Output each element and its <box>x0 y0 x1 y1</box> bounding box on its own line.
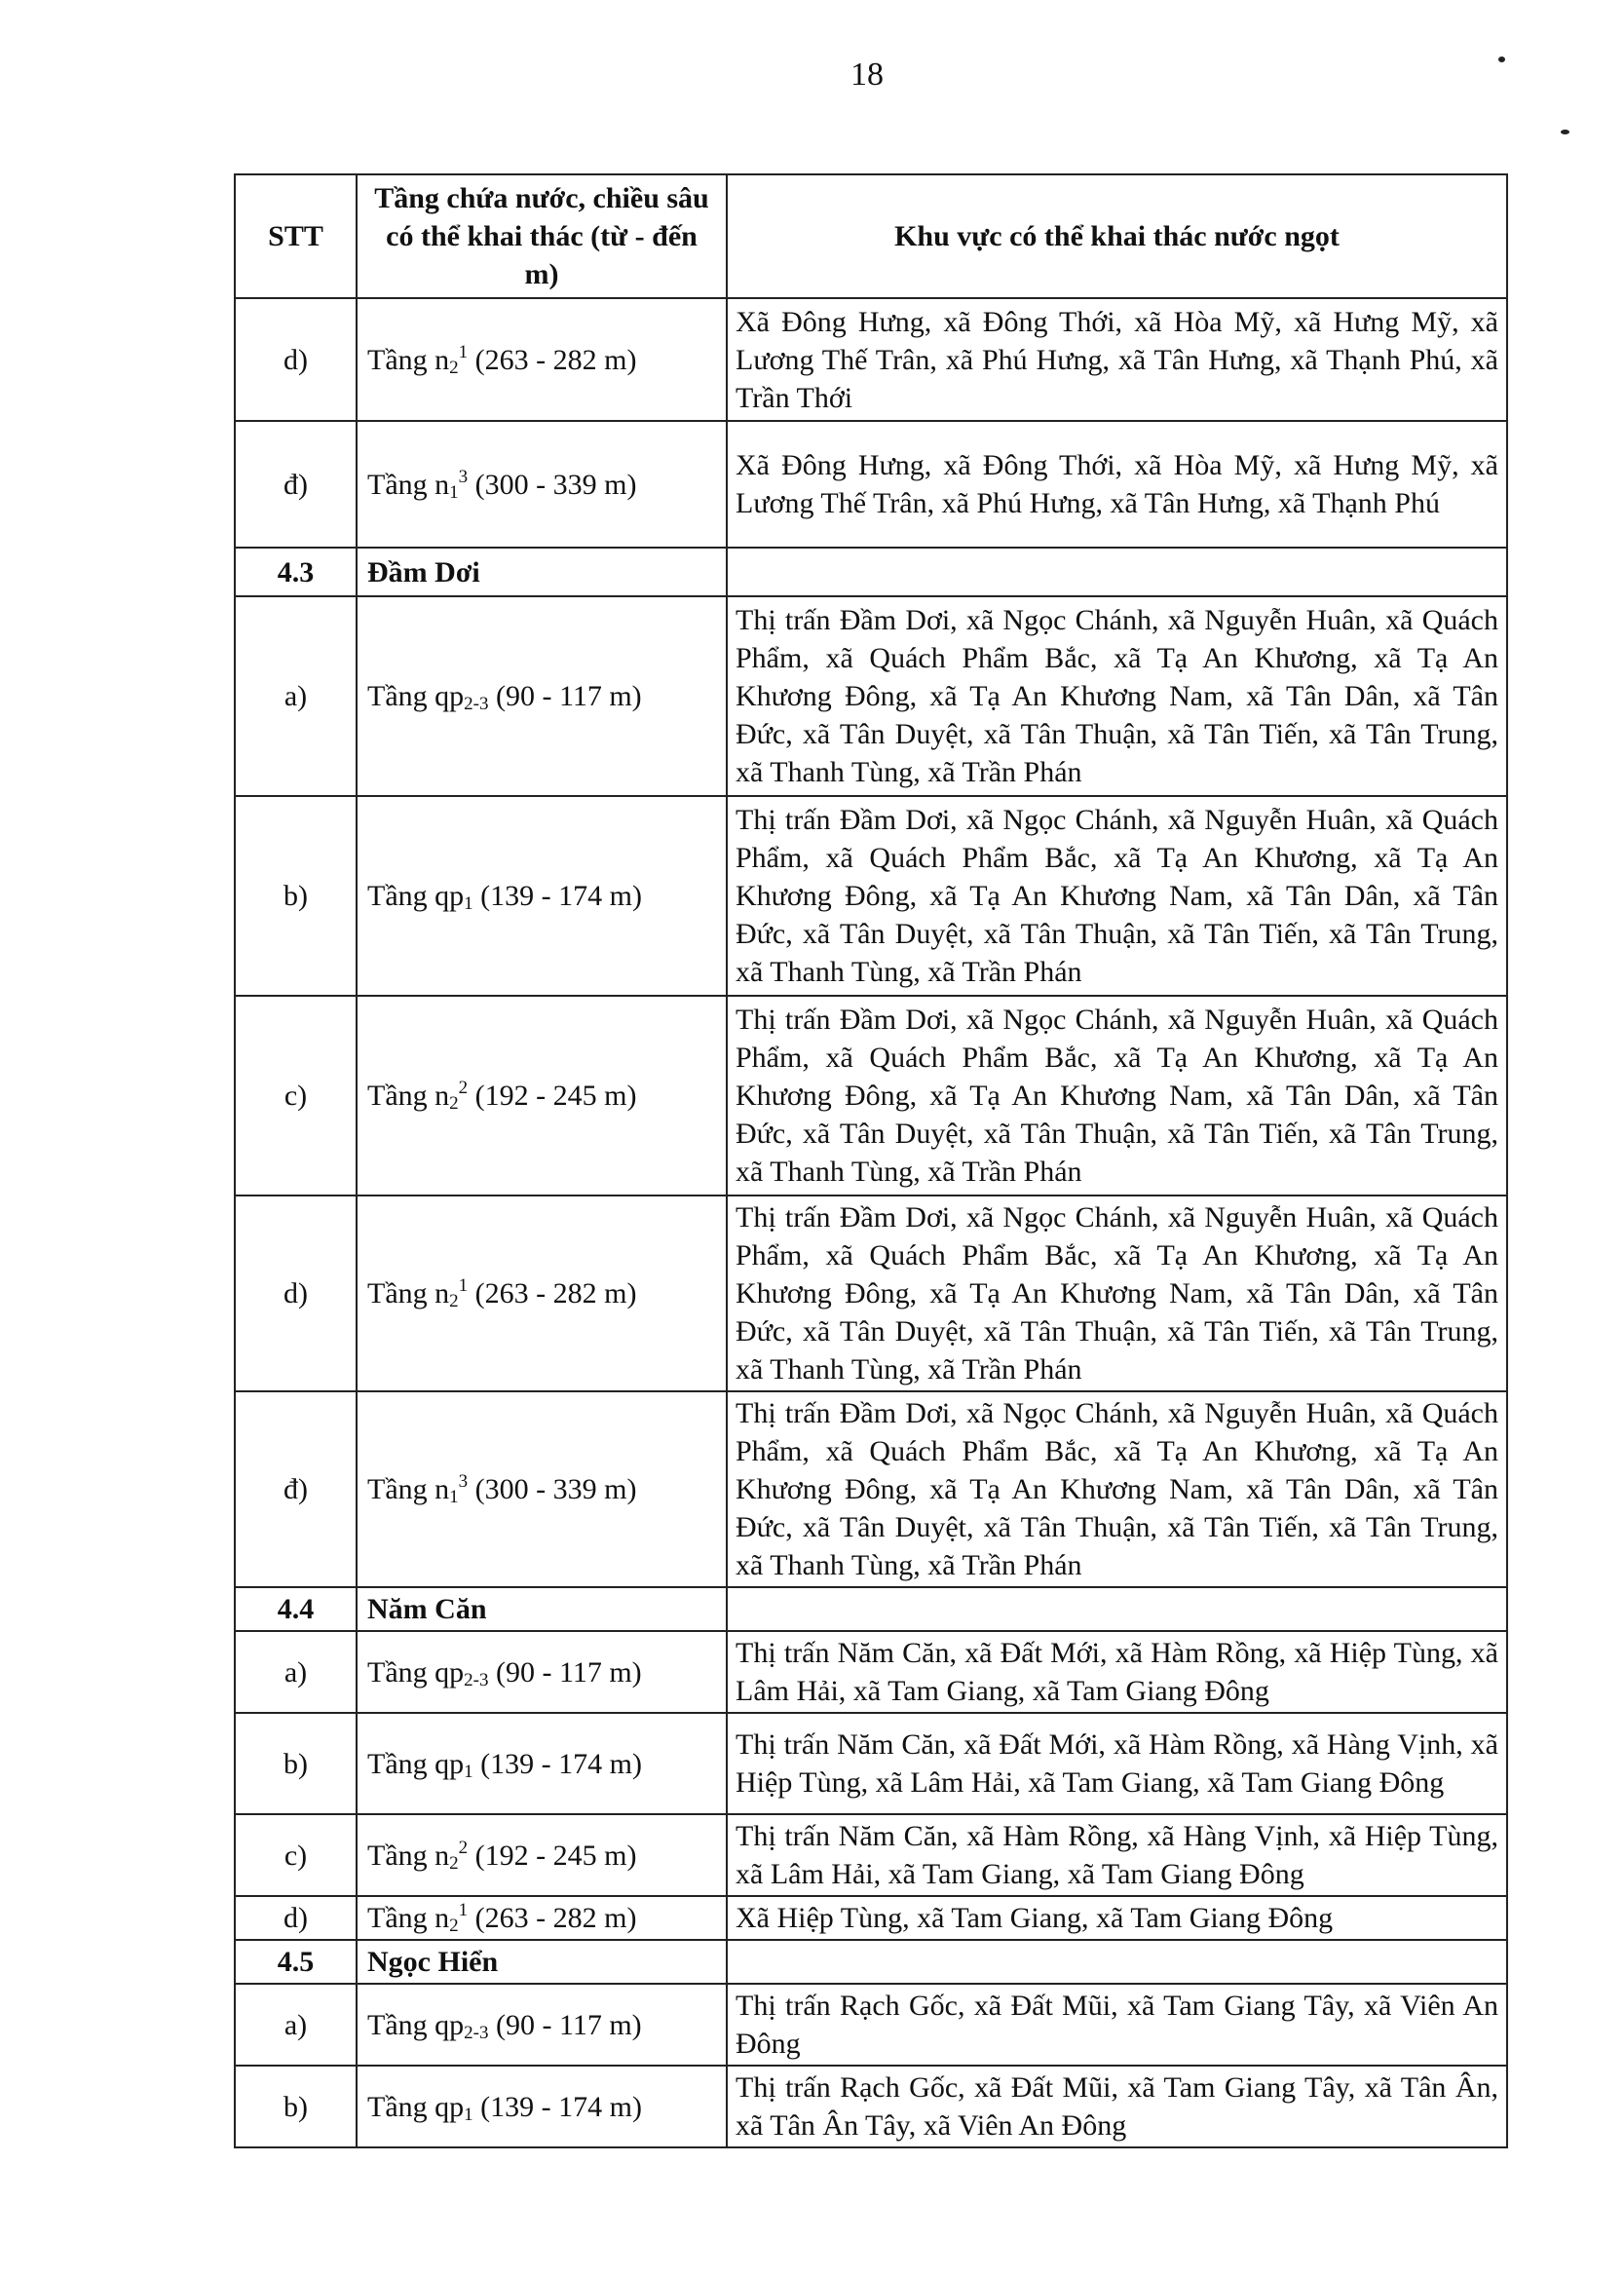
section-row <box>235 548 1507 596</box>
layer-subscript: 2 <box>449 1852 459 1874</box>
layer-depth-range: (139 - 174 m) <box>472 2090 642 2123</box>
table-header-row <box>235 174 1507 298</box>
layer-depth-range: (90 - 117 m) <box>488 1655 642 1689</box>
row-stt: c) <box>235 1814 357 1896</box>
layer-depth-range: (90 - 117 m) <box>488 680 642 712</box>
layer-name: Tầng qp <box>367 1747 465 1780</box>
extraction-area: Thị trấn Rạch Gốc, xã Đất Mũi, xã Tam Giang Tây, xã Viên An Đông <box>727 1984 1507 2066</box>
layer-name: Tầng n <box>367 1473 450 1505</box>
table-row <box>235 996 1507 1195</box>
layer-name: Tầng n <box>367 1080 450 1112</box>
layer-depth-range: (263 - 282 m) <box>468 1902 637 1934</box>
aquifer-layer <box>357 2066 727 2147</box>
table-row <box>235 421 1507 548</box>
extraction-area: Thị trấn Đầm Dơi, xã Ngọc Chánh, xã Nguyễn Huân, xã Quách Phẩm, xã Quách Phẩm Bắc, xã Tạ An Khương, xã Tạ An Khương Đông, xã Tạ An Khương Nam, xã Tân Dân, xã Tân Đức, xã Tân Duyệt, xã Tân Thuận, xã Tân Tiến, xã Tân Trung, xã Thanh Tùng, xã Trần Phán <box>727 1195 1507 1391</box>
table-row <box>235 1195 1507 1391</box>
extraction-area: Thị trấn Đầm Dơi, xã Ngọc Chánh, xã Nguyễn Huân, xã Quách Phẩm, xã Quách Phẩm Bắc, xã Tạ An Khương, xã Tạ An Khương Đông, xã Tạ An Khương Nam, xã Tân Dân, xã Tân Đức, xã Tân Duyệt, xã Tân Thuận, xã Tân Tiến, xã Tân Trung, xã Thanh Tùng, xã Trần Phán <box>727 796 1507 996</box>
aquifer-layer <box>357 596 727 796</box>
layer-depth-range: (90 - 117 m) <box>488 2008 642 2041</box>
layer-name: Tầng qp <box>367 1655 465 1689</box>
table-row <box>235 298 1507 421</box>
aquifer-layer <box>357 1391 727 1587</box>
layer-depth-range: (300 - 339 m) <box>468 468 637 501</box>
table-row <box>235 1814 1507 1896</box>
layer-subscript: 1 <box>449 481 459 503</box>
section-empty-cell <box>727 1940 1507 1984</box>
aquifer-layer <box>357 298 727 421</box>
table-row <box>235 796 1507 996</box>
layer-subscript: 2 <box>449 357 459 378</box>
section-row <box>235 1587 1507 1631</box>
layer-subscript: 2-3 <box>464 1669 489 1690</box>
aquifer-layer <box>357 1896 727 1940</box>
layer-name: Tầng n <box>367 1902 450 1934</box>
layer-superscript: 1 <box>458 341 469 362</box>
layer-depth-range: (263 - 282 m) <box>468 1277 637 1309</box>
row-stt: d) <box>235 298 357 421</box>
scan-speck <box>1561 130 1569 134</box>
row-stt: c) <box>235 996 357 1195</box>
layer-name: Tầng n <box>367 1277 450 1309</box>
row-stt: d) <box>235 1195 357 1391</box>
aquifer-layer <box>357 996 727 1195</box>
extraction-area: Thị trấn Đầm Dơi, xã Ngọc Chánh, xã Nguyễn Huân, xã Quách Phẩm, xã Quách Phẩm Bắc, xã Tạ An Khương, xã Tạ An Khương Đông, xã Tạ An Khương Nam, xã Tân Dân, xã Tân Đức, xã Tân Duyệt, xã Tân Thuận, xã Tân Tiến, xã Tân Trung, xã Thanh Tùng, xã Trần Phán <box>727 1391 1507 1587</box>
extraction-area: Thị trấn Đầm Dơi, xã Ngọc Chánh, xã Nguyễn Huân, xã Quách Phẩm, xã Quách Phẩm Bắc, xã Tạ An Khương, xã Tạ An Khương Đông, xã Tạ An Khương Nam, xã Tân Dân, xã Tân Đức, xã Tân Duyệt, xã Tân Thuận, xã Tân Tiến, xã Tân Trung, xã Thanh Tùng, xã Trần Phán <box>727 596 1507 796</box>
aquifer-layer <box>357 1984 727 2066</box>
extraction-area: Xã Đông Hưng, xã Đông Thới, xã Hòa Mỹ, xã Hưng Mỹ, xã Lương Thế Trân, xã Phú Hưng, xã Tân Hưng, xã Thạnh Phú <box>727 421 1507 548</box>
table-row <box>235 1391 1507 1587</box>
row-stt: a) <box>235 596 357 796</box>
extraction-area: Thị trấn Đầm Dơi, xã Ngọc Chánh, xã Nguyễn Huân, xã Quách Phẩm, xã Quách Phẩm Bắc, xã Tạ An Khương, xã Tạ An Khương Đông, xã Tạ An Khương Nam, xã Tân Dân, xã Tân Đức, xã Tân Duyệt, xã Tân Thuận, xã Tân Tiến, xã Tân Trung, xã Thanh Tùng, xã Trần Phán <box>727 996 1507 1195</box>
row-stt: b) <box>235 1713 357 1814</box>
layer-depth-range: (263 - 282 m) <box>468 343 637 376</box>
section-number: 4.3 <box>235 548 357 596</box>
row-stt: a) <box>235 1984 357 2066</box>
header-layer: Tầng chứa nước, chiều sâu có thể khai thác (từ - đến m) <box>357 174 727 298</box>
table-body <box>235 298 1507 2147</box>
layer-subscript: 2-3 <box>464 2022 489 2043</box>
header-area: Khu vực có thể khai thác nước ngọt <box>727 174 1507 298</box>
layer-name: Tầng qp <box>367 680 465 712</box>
layer-superscript: 1 <box>458 1275 469 1296</box>
section-empty-cell <box>727 548 1507 596</box>
page-number: 18 <box>850 57 884 93</box>
row-stt: đ) <box>235 421 357 548</box>
row-stt: a) <box>235 1631 357 1713</box>
header-stt: STT <box>235 174 357 298</box>
aquifer-layer <box>357 1814 727 1896</box>
scan-speck <box>1498 57 1505 62</box>
layer-name: Tầng n <box>367 343 450 376</box>
layer-superscript: 2 <box>458 1078 469 1098</box>
layer-subscript: 1 <box>464 2104 473 2125</box>
table-row <box>235 596 1507 796</box>
section-name: Đầm Dơi <box>357 548 727 596</box>
section-name: Năm Căn <box>357 1587 727 1631</box>
row-stt: b) <box>235 796 357 996</box>
section-name: Ngọc Hiển <box>357 1940 727 1984</box>
aquifer-layer <box>357 421 727 548</box>
layer-name: Tầng qp <box>367 2090 465 2123</box>
layer-subscript: 2 <box>449 1916 459 1936</box>
layer-name: Tầng qp <box>367 880 465 912</box>
table-row <box>235 1984 1507 2066</box>
layer-subscript: 2-3 <box>464 694 489 714</box>
layer-subscript: 2 <box>449 1291 459 1311</box>
section-empty-cell <box>727 1587 1507 1631</box>
layer-depth-range: (300 - 339 m) <box>468 1473 637 1505</box>
layer-subscript: 2 <box>449 1093 459 1114</box>
layer-name: Tầng n <box>367 1839 450 1872</box>
layer-depth-range: (192 - 245 m) <box>468 1839 637 1872</box>
layer-subscript: 1 <box>464 1761 473 1782</box>
extraction-area: Thị trấn Rạch Gốc, xã Đất Mũi, xã Tam Giang Tây, xã Tân Ân, xã Tân Ân Tây, xã Viên An Đông <box>727 2066 1507 2147</box>
row-stt: d) <box>235 1896 357 1940</box>
layer-depth-range: (192 - 245 m) <box>468 1080 637 1112</box>
layer-depth-range: (139 - 174 m) <box>472 1747 642 1780</box>
aquifer-table <box>234 173 1508 2148</box>
aquifer-layer <box>357 1195 727 1391</box>
aquifer-layer <box>357 1713 727 1814</box>
extraction-area: Thị trấn Năm Căn, xã Đất Mới, xã Hàm Rồng, xã Hiệp Tùng, xã Lâm Hải, xã Tam Giang, xã Tam Giang Đông <box>727 1631 1507 1713</box>
layer-depth-range: (139 - 174 m) <box>472 880 642 912</box>
extraction-area: Xã Đông Hưng, xã Đông Thới, xã Hòa Mỹ, xã Hưng Mỹ, xã Lương Thế Trân, xã Phú Hưng, xã Tân Hưng, xã Thạnh Phú, xã Trần Thới <box>727 298 1507 421</box>
extraction-area: Xã Hiệp Tùng, xã Tam Giang, xã Tam Giang Đông <box>727 1896 1507 1940</box>
row-stt: đ) <box>235 1391 357 1587</box>
section-row <box>235 1940 1507 1984</box>
table-row <box>235 1631 1507 1713</box>
row-stt: b) <box>235 2066 357 2147</box>
table-row <box>235 1896 1507 1940</box>
table-row <box>235 1713 1507 1814</box>
aquifer-layer <box>357 1631 727 1713</box>
layer-name: Tầng n <box>367 468 450 501</box>
aquifer-layer <box>357 796 727 996</box>
layer-superscript: 1 <box>458 1900 469 1920</box>
extraction-area: Thị trấn Năm Căn, xã Đất Mới, xã Hàm Rồng, xã Hàng Vịnh, xã Hiệp Tùng, xã Lâm Hải, xã Tam Giang, xã Tam Giang Đông <box>727 1713 1507 1814</box>
section-number: 4.4 <box>235 1587 357 1631</box>
layer-subscript: 1 <box>449 1487 459 1507</box>
table-row <box>235 2066 1507 2147</box>
layer-superscript: 2 <box>458 1837 469 1858</box>
section-number: 4.5 <box>235 1940 357 1984</box>
layer-name: Tầng qp <box>367 2008 465 2041</box>
layer-superscript: 3 <box>458 1471 469 1492</box>
extraction-area: Thị trấn Năm Căn, xã Hàm Rồng, xã Hàng Vịnh, xã Hiệp Tùng, xã Lâm Hải, xã Tam Giang, xã Tam Giang Đông <box>727 1814 1507 1896</box>
layer-subscript: 1 <box>464 893 473 914</box>
layer-superscript: 3 <box>458 466 469 487</box>
